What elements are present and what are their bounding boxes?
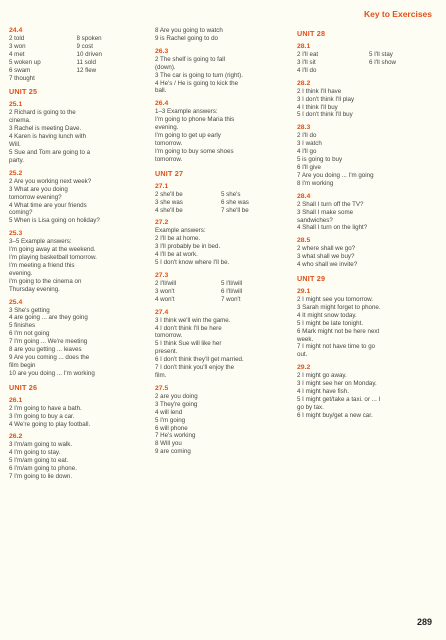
- exercise-answers: [9, 101, 140, 164]
- answer-line: 3 They're going: [155, 400, 198, 408]
- answer-line: 2 The shelf is going to fall: [155, 55, 226, 63]
- answer-line: present.: [155, 348, 178, 356]
- answer-line: 4 who shall we invite?: [297, 261, 358, 269]
- answer-column-3: [297, 27, 437, 425]
- answer-column-1: [9, 27, 140, 486]
- answer-line: I'm meeting a friend this: [9, 261, 75, 269]
- exercise-answers: [9, 433, 140, 481]
- answer-line: 4 Shall I turn on the light?: [297, 224, 368, 232]
- exercise-answers: [155, 100, 283, 163]
- answer-line: 4 I'll do: [297, 66, 317, 74]
- answer-line: 4 she'll be: [155, 206, 183, 214]
- answer-line: 3 Sarah might forget to phone.: [297, 303, 381, 311]
- answer-line: 8 Will you: [155, 440, 182, 448]
- answer-line: go by tax.: [297, 403, 324, 411]
- answer-line: ball.: [155, 87, 167, 95]
- answer-line: 7 I might not have time to go: [297, 343, 376, 351]
- exercise-answers: [155, 385, 283, 456]
- answer-line: 4 It might snow today.: [297, 311, 357, 319]
- exercise-answers: [297, 43, 437, 75]
- answer-line: week.: [297, 335, 314, 343]
- exercise-answers: [297, 124, 437, 187]
- answer-grid: [155, 191, 283, 215]
- answer-line: 2 I might go away.: [297, 372, 347, 380]
- answer-line: 9 are coming: [155, 448, 191, 456]
- answer-line: 2 I might see you tomorrow.: [297, 296, 374, 304]
- exercise-number: 28.5: [297, 237, 311, 245]
- answer-line: 2 I'm going to have a bath.: [9, 404, 82, 412]
- answer-line: 2 Are you working next week?: [9, 177, 92, 185]
- answer-line: 4 I don't think I'll be here: [155, 324, 222, 332]
- exercise-number: 26.3: [155, 47, 169, 55]
- answer-line: 7 He's working: [155, 432, 196, 440]
- exercise-answers: [9, 397, 140, 429]
- answer-grid: [297, 51, 437, 75]
- answer-line: 5 I think Sue will like her: [155, 340, 222, 348]
- answer-line: 2 I think I'll have: [297, 87, 342, 95]
- answer-line: 10 driven: [76, 50, 102, 58]
- answer-line: 3 I'm/am going to walk.: [9, 441, 73, 449]
- answer-line: 2 I'll/will: [155, 279, 177, 287]
- answer-line: sandwiches?: [297, 216, 333, 224]
- unit-heading-block: [297, 274, 437, 283]
- exercise-answers: [9, 27, 140, 82]
- exercise-number: 27.3: [155, 271, 169, 279]
- unit-heading: UNIT 25: [9, 87, 38, 97]
- exercise-number: 29.2: [297, 364, 311, 372]
- answer-line: 7 I'm going ... We're meeting: [9, 338, 88, 346]
- answer-line: 2 Shall I turn off the TV?: [297, 200, 364, 208]
- exercise-answers: [9, 230, 140, 293]
- answer-line: 2 I'll eat: [297, 51, 319, 58]
- answer-line: 5 finishes: [9, 322, 36, 330]
- answer-line: film begin: [9, 361, 36, 369]
- answer-line: Will.: [9, 141, 21, 149]
- exercise-answers: [155, 219, 283, 267]
- exercise-number: 25.3: [9, 230, 23, 238]
- page-footer: [0, 612, 446, 640]
- answer-line: 7 I'm going to lie down.: [9, 473, 73, 481]
- answer-line: 4 are going ... are they going: [9, 314, 88, 322]
- exercise-answers: [155, 183, 283, 215]
- answer-line: 3 won't: [155, 287, 175, 295]
- answer-line: 6 she was: [221, 198, 249, 206]
- answer-line: 6 I'll give: [297, 163, 321, 171]
- answer-grid: [155, 280, 283, 304]
- answer-line: 4 I'll be at work.: [155, 251, 198, 259]
- answer-line: 8 Are you going to watch: [155, 27, 223, 34]
- answer-line: 6 I might buy/get a new car.: [297, 411, 373, 419]
- exercise-answers: [297, 288, 437, 359]
- answer-line: 3 The car is going to turn (right).: [155, 71, 243, 79]
- answer-line: 5 I'll stay: [369, 51, 393, 58]
- answer-line: 3 I'll sit: [297, 58, 316, 66]
- answer-line: 7 thought: [9, 74, 35, 82]
- answer-line: 5 I don't think I'll buy: [297, 111, 353, 119]
- answer-line: 3 Rachel is meeting Dave.: [9, 125, 82, 133]
- exercise-number: 26.4: [155, 100, 169, 108]
- answer-line: 3 she was: [155, 198, 183, 206]
- answer-line: 8 are you getting ... leaves: [9, 346, 82, 354]
- exercise-number: 25.1: [9, 101, 23, 109]
- answer-line: 5 I don't know where I'll be.: [155, 259, 230, 267]
- exercise-number: 28.3: [297, 124, 311, 132]
- exercise-answers: [9, 299, 140, 378]
- answer-line: evening.: [155, 124, 179, 132]
- answer-line: 10 are you doing ... I'm working: [9, 369, 95, 377]
- answer-line: 3 She's getting: [9, 306, 50, 314]
- answer-line: 8 spoken: [76, 35, 102, 42]
- answer-line: 3 I might see her on Monday.: [297, 380, 377, 388]
- unit-heading-block: [9, 383, 140, 392]
- exercise-number: 28.4: [297, 192, 311, 200]
- answer-line: 12 flew: [76, 66, 97, 74]
- answer-line: evening.: [9, 269, 33, 277]
- answer-line: Thursday evening.: [9, 285, 60, 293]
- unit-heading: UNIT 29: [297, 274, 326, 284]
- answer-line: 4 met: [9, 50, 25, 58]
- exercise-number: 27.1: [155, 182, 169, 190]
- exercise-answers: [297, 364, 437, 419]
- answer-line: 6 will phone: [155, 424, 188, 432]
- answer-line: [369, 67, 437, 75]
- answer-line: 9 cost: [76, 42, 94, 50]
- exercise-answers: [155, 27, 283, 43]
- answer-line: 2 she'll be: [155, 190, 183, 198]
- answer-line: 2 I'll be at home.: [155, 235, 201, 243]
- answer-line: 6 I'm not going: [9, 330, 50, 338]
- unit-heading: UNIT 26: [9, 382, 38, 392]
- exercise-number: 26.2: [9, 433, 23, 441]
- exercise-answers: [155, 272, 283, 304]
- answer-line: tomorrow.: [155, 139, 183, 147]
- exercise-number: 25.2: [9, 169, 23, 177]
- answer-line: 3 I'm going to buy a car.: [9, 412, 75, 420]
- answer-line: 3 What are you doing: [9, 185, 68, 193]
- answer-line: I'm going to buy some shoes: [155, 147, 234, 155]
- answer-line: 2 Richard is going to the: [9, 109, 76, 117]
- answer-line: 4 I'll go: [297, 148, 317, 156]
- answer-line: 3 I think we'll win the game.: [155, 316, 231, 324]
- answer-grid: [9, 35, 140, 82]
- answer-line: 4 will lend: [155, 408, 183, 416]
- unit-heading-block: [9, 87, 140, 96]
- answer-line: 5 I'm/am going to eat.: [9, 457, 69, 465]
- answer-line: 6 I don't think they'll get married.: [155, 356, 244, 364]
- answer-line: 4 What time are your friends: [9, 201, 87, 209]
- answer-column-2: [155, 27, 283, 461]
- answer-line: [77, 75, 141, 83]
- answer-line: 4 We're going to play football.: [9, 420, 91, 428]
- unit-heading: UNIT 27: [155, 168, 184, 178]
- answer-line: 5 I might be late tonight.: [297, 319, 364, 327]
- exercise-number: 27.5: [155, 384, 169, 392]
- exercise-number: 24.4: [9, 27, 23, 34]
- exercise-number: 27.4: [155, 308, 169, 316]
- answer-line: I'm going to get up early: [155, 132, 221, 140]
- page-number: 289: [416, 617, 432, 627]
- answer-line: 9 is Rachel going to do: [155, 34, 218, 42]
- answer-line: 7 won't: [221, 295, 241, 303]
- answer-line: 3 I watch: [297, 140, 322, 148]
- answer-line: 2 where shall we go?: [297, 245, 356, 253]
- answer-line: I'm going away at the weekend.: [9, 246, 96, 254]
- answer-line: I'm going to phone Maria this: [155, 116, 235, 124]
- page-header: [0, 0, 446, 26]
- answer-line: 5 Sue and Tom are going to a: [9, 148, 91, 156]
- exercise-answers: [297, 80, 437, 120]
- answer-line: 1–3 Example answers:: [155, 108, 218, 116]
- answer-line: 5 I'll/will: [221, 279, 243, 287]
- answer-line: 11 sold: [76, 58, 96, 66]
- answer-line: 3 I don't think I'll play: [297, 95, 355, 103]
- exercise-number: 28.2: [297, 79, 311, 87]
- exercise-answers: [297, 237, 437, 269]
- exercise-number: 28.1: [297, 43, 311, 50]
- answer-line: tomorrow.: [155, 332, 183, 340]
- answer-line: (down).: [155, 63, 176, 71]
- answer-line: 4 won't: [155, 295, 175, 303]
- answer-line: 4 I'm going to stay.: [9, 449, 61, 457]
- exercise-answers: [155, 309, 283, 380]
- answer-line: coming?: [9, 209, 33, 217]
- answer-line: 3 won: [9, 42, 26, 50]
- answer-line: 4 I think I'll buy: [297, 103, 338, 111]
- answer-line: tomorrow.: [155, 155, 183, 163]
- exercise-number: 25.4: [9, 298, 23, 306]
- answer-line: 3–5 Example answers:: [9, 238, 72, 246]
- answer-line: out.: [297, 351, 308, 359]
- answer-line: 8 I'm working: [297, 179, 334, 187]
- answer-line: 6 Mark might not be here next: [297, 327, 380, 335]
- answer-line: tomorrow evening?: [9, 193, 62, 201]
- unit-heading-block: [155, 169, 283, 178]
- answer-line: 6 I'm/am going to phone.: [9, 465, 77, 473]
- exercise-answers: [297, 193, 437, 233]
- answer-line: 7 Are you doing ... I'm going: [297, 171, 374, 179]
- answer-line: 5 I'm going: [155, 416, 186, 424]
- exercise-number: 26.1: [9, 396, 23, 404]
- answer-line: 2 told: [9, 35, 25, 42]
- answer-line: 4 I might have fish.: [297, 388, 349, 396]
- answer-line: 7 she'll be: [221, 206, 249, 214]
- answer-line: I'm going to the cinema on: [9, 277, 82, 285]
- answer-line: cinema.: [9, 117, 31, 125]
- answer-line: 5 she's: [221, 190, 241, 198]
- exercise-number: 27.2: [155, 219, 169, 227]
- answer-line: film.: [155, 372, 167, 379]
- exercise-answers: [155, 48, 283, 96]
- answer-line: 6 swam: [9, 66, 31, 74]
- answer-line: party.: [9, 156, 25, 164]
- answer-line: 3 I'll probably be in bed.: [155, 243, 221, 251]
- answer-line: 5 I might get/take a taxi. or ... I: [297, 396, 381, 403]
- answer-line: 4 Karen is having lunch with: [9, 133, 87, 141]
- answer-line: 4 He's / He is going to kick the: [155, 79, 239, 87]
- answer-line: 3 what shall we buy?: [297, 253, 355, 261]
- answer-line: 2 I'll do: [297, 132, 317, 140]
- unit-heading: UNIT 28: [297, 29, 326, 38]
- answer-line: 5 woken up: [9, 58, 41, 66]
- answer-line: Example answers:: [155, 227, 206, 235]
- answer-line: 5 When is Lisa going on holiday?: [9, 217, 100, 225]
- answer-line: 5 is going to buy: [297, 156, 343, 164]
- answer-line: 6 I'll/will: [221, 287, 243, 295]
- answer-line: I'm playing basketball tomorrow.: [9, 254, 97, 262]
- answer-line: 7 I don't think you'll enjoy the: [155, 364, 235, 372]
- exercise-answers: [9, 170, 140, 225]
- section-title: Key to Exercises: [363, 9, 432, 19]
- answer-line: 9 Are you coming ... does the: [9, 354, 90, 361]
- answer-line: 6 I'll show: [369, 58, 396, 66]
- answer-line: 3 Shall I make some: [297, 208, 354, 216]
- unit-heading-block: [297, 29, 437, 38]
- answer-line: 2 are you doing: [155, 392, 198, 400]
- exercise-number: 29.1: [297, 288, 311, 296]
